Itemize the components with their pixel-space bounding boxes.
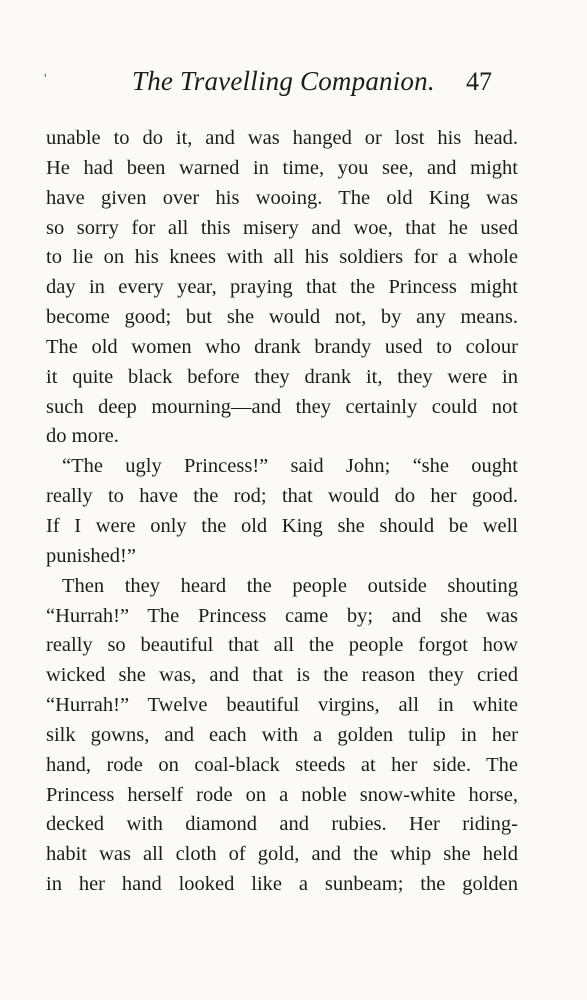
text-line: “Hurrah!” Twelve beautiful virgins, all in white bbox=[46, 694, 518, 717]
text-line: to lie on his knees with all his soldiers for a whole bbox=[46, 246, 518, 269]
text-line: it quite black before they drank it, they were in bbox=[46, 365, 518, 388]
running-title: The Travelling Companion. bbox=[132, 66, 435, 96]
text-line: really to have the rod; that would do her good. bbox=[46, 485, 518, 508]
text-line: If I were only the old King she should be well bbox=[46, 514, 518, 537]
text-line: do more. bbox=[46, 425, 119, 448]
text-line: in her hand looked like a sunbeam; the golden bbox=[46, 873, 518, 896]
text-line: habit was all cloth of gold, and the whip she held bbox=[46, 843, 518, 866]
body-text bbox=[46, 124, 518, 900]
page-number: 47 bbox=[466, 67, 492, 96]
text-line: wicked she was, and that is the reason they cried bbox=[46, 664, 518, 687]
corner-mark: ' bbox=[44, 72, 47, 87]
text-line: He had been warned in time, you see, and might bbox=[46, 156, 518, 179]
text-line: punished!” bbox=[46, 544, 136, 567]
text-line: really so beautiful that all the people forgot how bbox=[46, 634, 518, 657]
text-line: “The ugly Princess!” said John; “she ought bbox=[62, 455, 518, 478]
text-line: have given over his wooing. The old King was bbox=[46, 186, 518, 209]
text-line: so sorry for all this misery and woe, that he used bbox=[46, 216, 518, 239]
text-line: unable to do it, and was hanged or lost his head. bbox=[46, 127, 518, 149]
text-line: Princess herself rode on a noble snow-white horse, bbox=[46, 783, 518, 806]
page-header bbox=[0, 66, 587, 106]
text-line: decked with diamond and rubies. Her riding- bbox=[46, 813, 518, 836]
text-line: silk gowns, and each with a golden tulip in her bbox=[46, 723, 518, 746]
text-line: “Hurrah!” The Princess came by; and she was bbox=[46, 604, 518, 627]
text-line: hand, rode on coal-black steeds at her side. The bbox=[46, 753, 518, 776]
text-line: become good; but she would not, by any means. bbox=[46, 306, 518, 329]
text-line: The old women who drank brandy used to colour bbox=[46, 335, 518, 358]
text-line: Then they heard the people outside shouting bbox=[62, 574, 518, 597]
text-line: such deep mourning—and they certainly could not bbox=[46, 395, 518, 418]
text-line: day in every year, praying that the Princess might bbox=[46, 276, 518, 299]
